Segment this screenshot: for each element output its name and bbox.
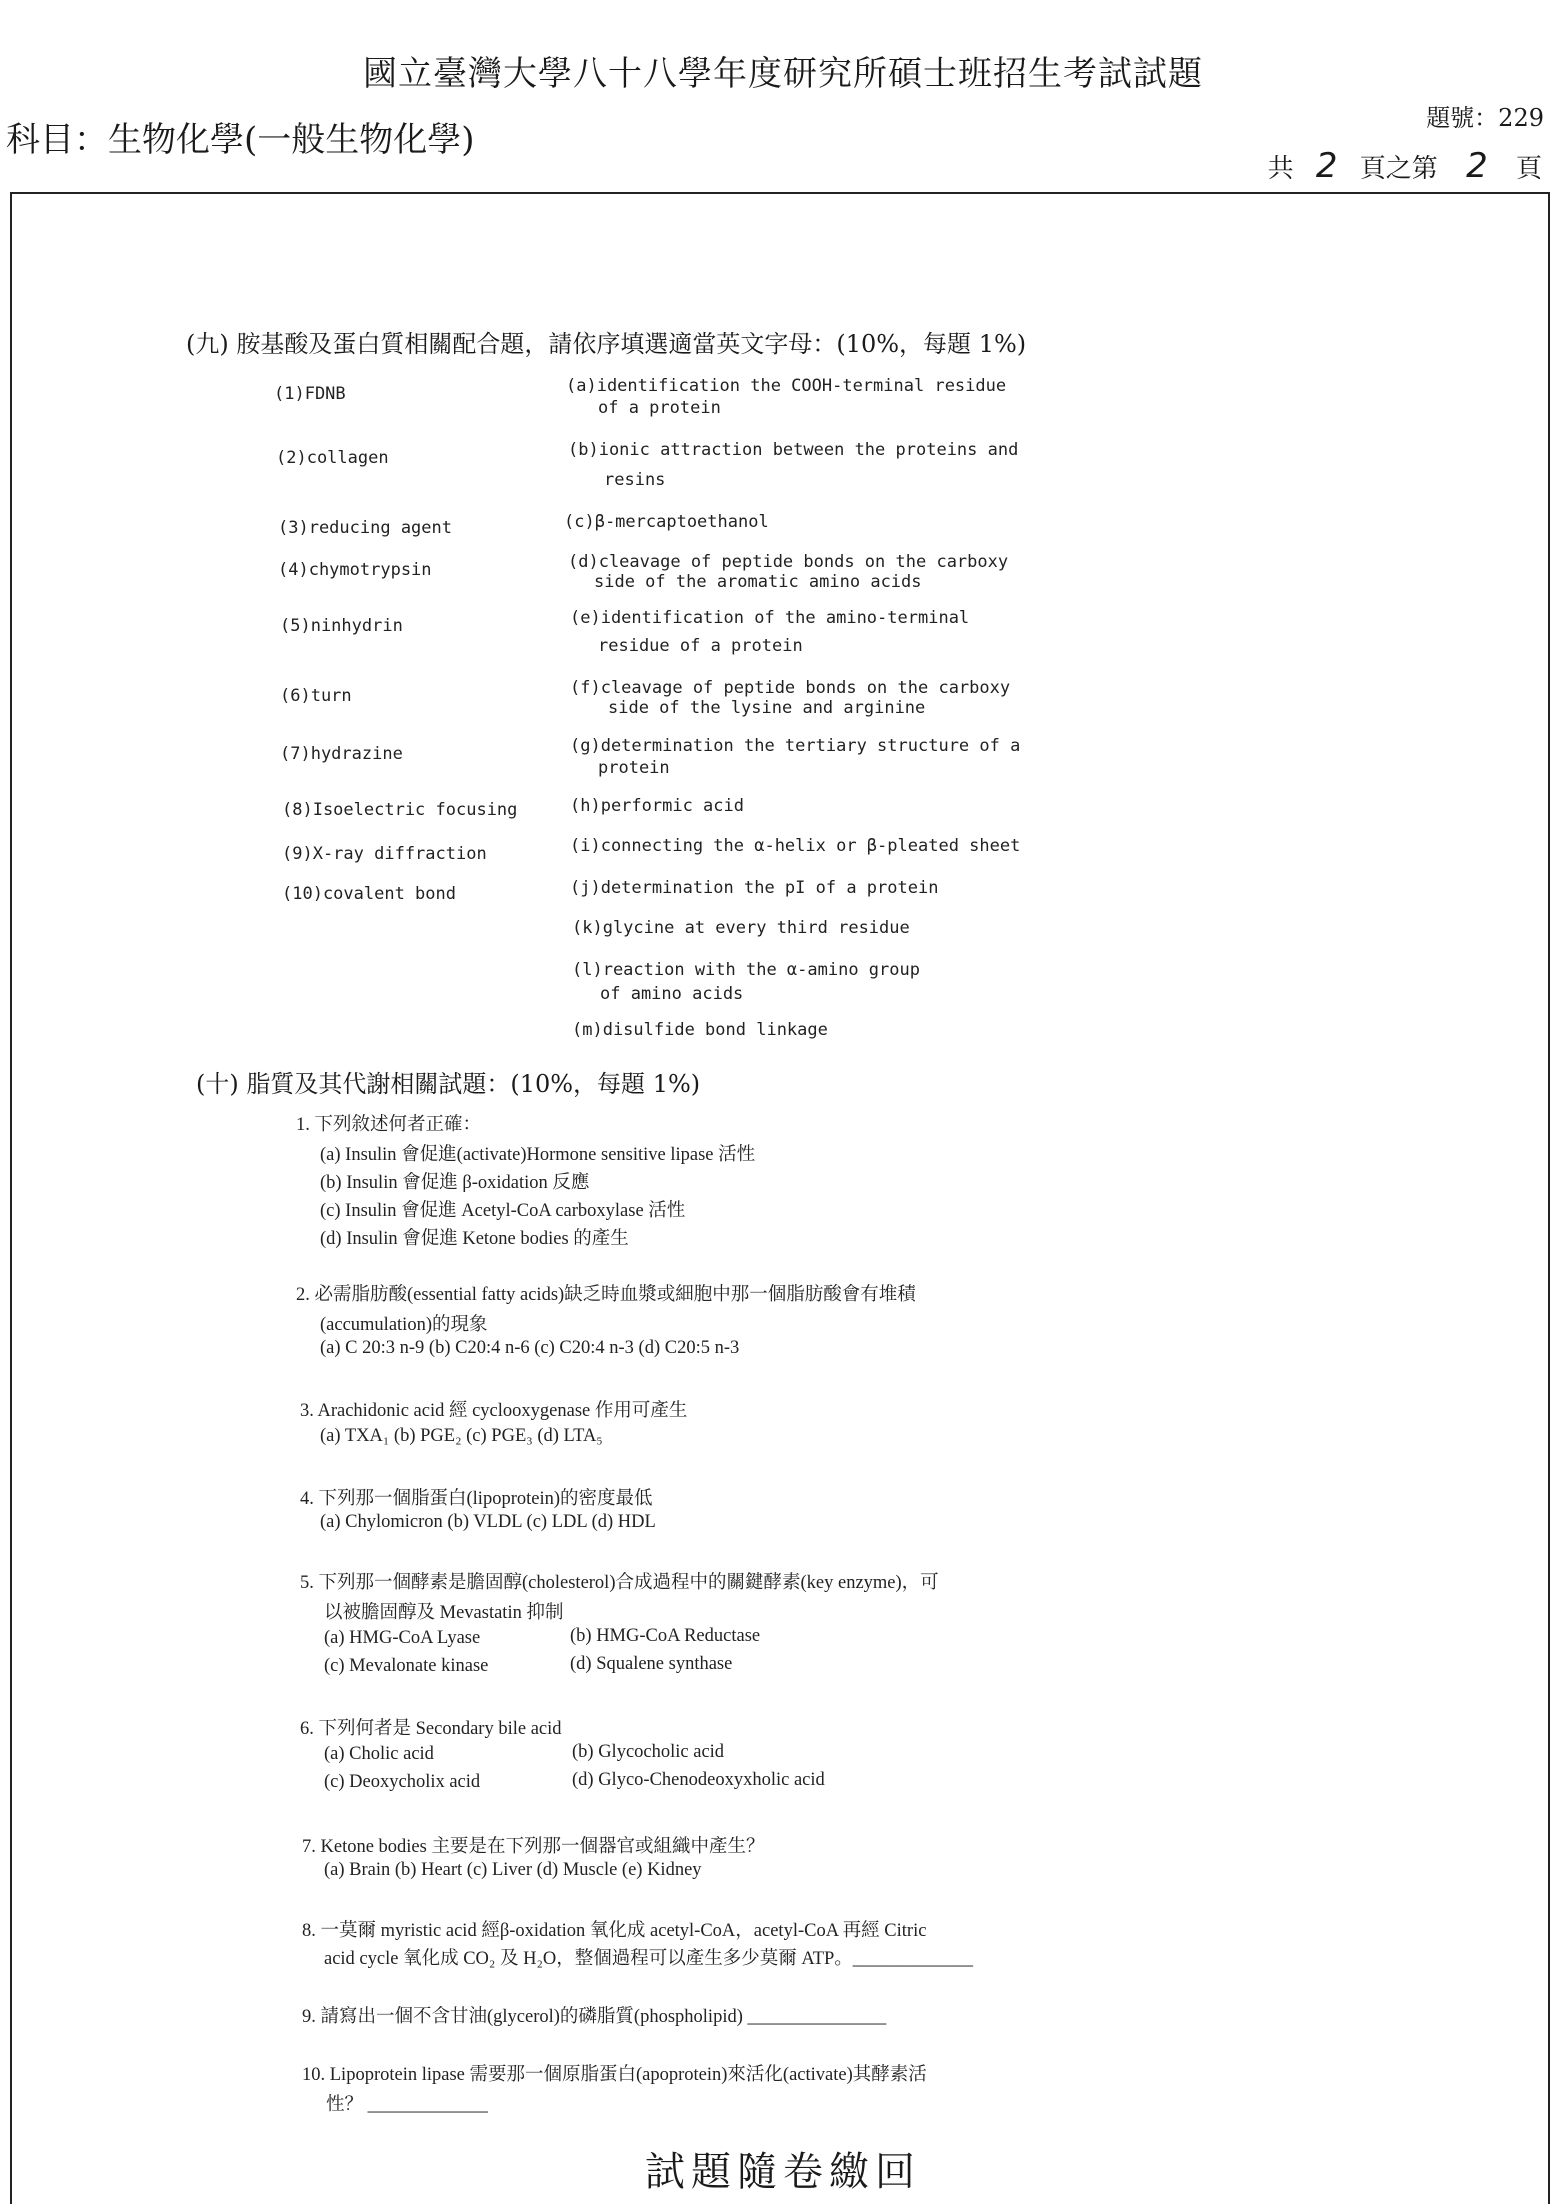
match-left-3: (3)reducing agent: [278, 518, 452, 538]
subject-line: 科目：生物化學(一般生物化學): [6, 120, 475, 160]
match-right-e: (e)identification of the amino-terminal: [570, 608, 970, 628]
q7-stem: 7. Ketone bodies 主要是在下列那一個器官或組織中產生？: [302, 1837, 765, 1857]
q5-option-d: (d) Squalene synthase: [570, 1654, 733, 1674]
match-right-b-cont: resins: [604, 470, 666, 490]
match-right-b: (b)ionic attraction between the proteins and: [568, 440, 1019, 460]
q6-option-c: (c) Deoxycholix acid: [324, 1772, 481, 1792]
q6-stem: 6. 下列何者是 Secondary bile acid: [300, 1719, 562, 1739]
match-right-d-cont: side of the aromatic amino acids: [594, 572, 922, 592]
q6-option-b: (b) Glycocholic acid: [572, 1742, 725, 1762]
match-right-h: (h)performic acid: [570, 796, 744, 816]
match-right-l: (l)reaction with the α-amino group: [572, 960, 920, 980]
match-right-f-cont: side of the lysine and arginine: [608, 698, 926, 718]
q7-options: (a) Brain (b) Heart (c) Liver (d) Muscle (e) Kidney: [324, 1860, 702, 1880]
match-right-f: (f)cleavage of peptide bonds on the carboxy: [570, 678, 1011, 698]
match-right-g: (g)determination the tertiary structure of a: [570, 736, 1021, 756]
match-left-2: (2)collagen: [276, 448, 389, 468]
q6-option-a: (a) Cholic acid: [324, 1744, 434, 1764]
pages-pre: 共: [1267, 154, 1294, 184]
match-right-a-cont: of a protein: [598, 398, 721, 418]
q10-stem: 10. Lipoprotein lipase 需要那一個原脂蛋白(apoprotein)來活化(activate)其酵素活: [302, 2065, 927, 2085]
exam-title: 國立臺灣大學八十八學年度研究所碩士班招生考試試題: [363, 54, 1203, 94]
q5-option-c: (c) Mevalonate kinase: [324, 1656, 489, 1676]
q4-options: (a) Chylomicron (b) VLDL (c) LDL (d) HDL: [320, 1512, 656, 1532]
match-right-k: (k)glycine at every third residue: [572, 918, 910, 938]
q1-stem: 1. 下列敘述何者正確：: [296, 1115, 482, 1135]
q2-stem-cont: (accumulation)的現象: [320, 1315, 488, 1335]
q5-stem-cont: 以被膽固醇及 Mevastatin 抑制: [324, 1603, 564, 1623]
q1-option-b: (b) Insulin 會促進 β-oxidation 反應: [320, 1173, 590, 1193]
q6-option-d: (d) Glyco-Chenodeoxyxholic acid: [572, 1770, 825, 1790]
q3-stem: 3. Arachidonic acid 經 cyclooxygenase 作用可產生: [300, 1401, 688, 1421]
match-left-4: (4)chymotrypsin: [278, 560, 432, 580]
question-code: 題號：229: [1426, 104, 1544, 132]
match-right-a: (a)identification the COOH-terminal residue: [566, 376, 1007, 396]
exam-frame: [10, 192, 1550, 2204]
q2-stem: 2. 必需脂肪酸(essential fatty acids)缺乏時血漿或細胞中那一個脂肪酸會有堆積: [296, 1285, 916, 1305]
q5-option-b: (b) HMG-CoA Reductase: [570, 1626, 761, 1646]
q1-option-c: (c) Insulin 會促進 Acetyl-CoA carboxylase 活性: [320, 1201, 686, 1221]
match-left-10: (10)covalent bond: [282, 884, 456, 904]
section-9-title: (九) 胺基酸及蛋白質相關配合題，請依序填選適當英文字母：(10%，每題 1%): [186, 330, 1027, 358]
match-right-d: (d)cleavage of peptide bonds on the carboxy: [568, 552, 1009, 572]
match-left-8: (8)Isoelectric focusing: [282, 800, 518, 820]
match-right-m: (m)disulfide bond linkage: [572, 1020, 828, 1040]
match-left-1: (1)FDNB: [274, 384, 346, 404]
match-left-9: (9)X-ray diffraction: [282, 844, 487, 864]
pages-post: 頁: [1515, 154, 1542, 184]
q5-option-a: (a) HMG-CoA Lyase: [324, 1628, 481, 1648]
q1-option-d: (d) Insulin 會促進 Ketone bodies 的產生: [320, 1229, 629, 1249]
q8-stem: 8. 一莫爾 myristic acid 經β-oxidation 氧化成 acetyl-CoA，acetyl-CoA 再經 Citric: [302, 1921, 927, 1941]
q1-option-a: (a) Insulin 會促進(activate)Hormone sensitive lipase 活性: [320, 1145, 756, 1165]
footer-note: 試題隨卷繳回: [645, 2149, 921, 2195]
pages-mid: 頁之第: [1359, 154, 1438, 184]
match-right-e-cont: residue of a protein: [598, 636, 803, 656]
match-right-g-cont: protein: [598, 758, 670, 778]
q4-stem: 4. 下列那一個脂蛋白(lipoprotein)的密度最低: [300, 1489, 653, 1509]
match-left-6: (6)turn: [280, 686, 352, 706]
match-right-c: (c)β-mercaptoethanol: [564, 512, 769, 532]
match-left-7: (7)hydrazine: [280, 744, 403, 764]
q2-options: (a) C 20:3 n-9 (b) C20:4 n-6 (c) C20:4 n-3 (d) C20:5 n-3: [320, 1338, 740, 1358]
section-10-title: (十) 脂質及其代謝相關試題：(10%，每題 1%): [196, 1070, 701, 1098]
q10-stem-cont: 性？ _____________: [326, 2095, 488, 2115]
match-right-j: (j)determination the pI of a protein: [570, 878, 939, 898]
q8-stem-cont: acid cycle 氧化成 CO₂ 及 H₂O，整個過程可以產生多少莫爾 ATP。_____________: [324, 1949, 974, 1969]
q9-stem: 9. 請寫出一個不含甘油(glycerol)的磷脂質(phospholipid) _______________: [302, 2007, 887, 2027]
pages-current: 2: [1466, 146, 1488, 186]
q5-stem: 5. 下列那一個酵素是膽固醇(cholesterol)合成過程中的關鍵酵素(key enzyme)，可: [300, 1573, 939, 1593]
q3-options: (a) TXA₁ (b) PGE₂ (c) PGE₃ (d) LTA₅: [320, 1426, 603, 1446]
pages-total: 2: [1315, 146, 1338, 186]
page-count: [1268, 146, 1542, 186]
match-right-i: (i)connecting the α-helix or β-pleated sheet: [570, 836, 1021, 856]
match-right-l-cont: of amino acids: [600, 984, 744, 1004]
match-left-5: (5)ninhydrin: [280, 616, 403, 636]
